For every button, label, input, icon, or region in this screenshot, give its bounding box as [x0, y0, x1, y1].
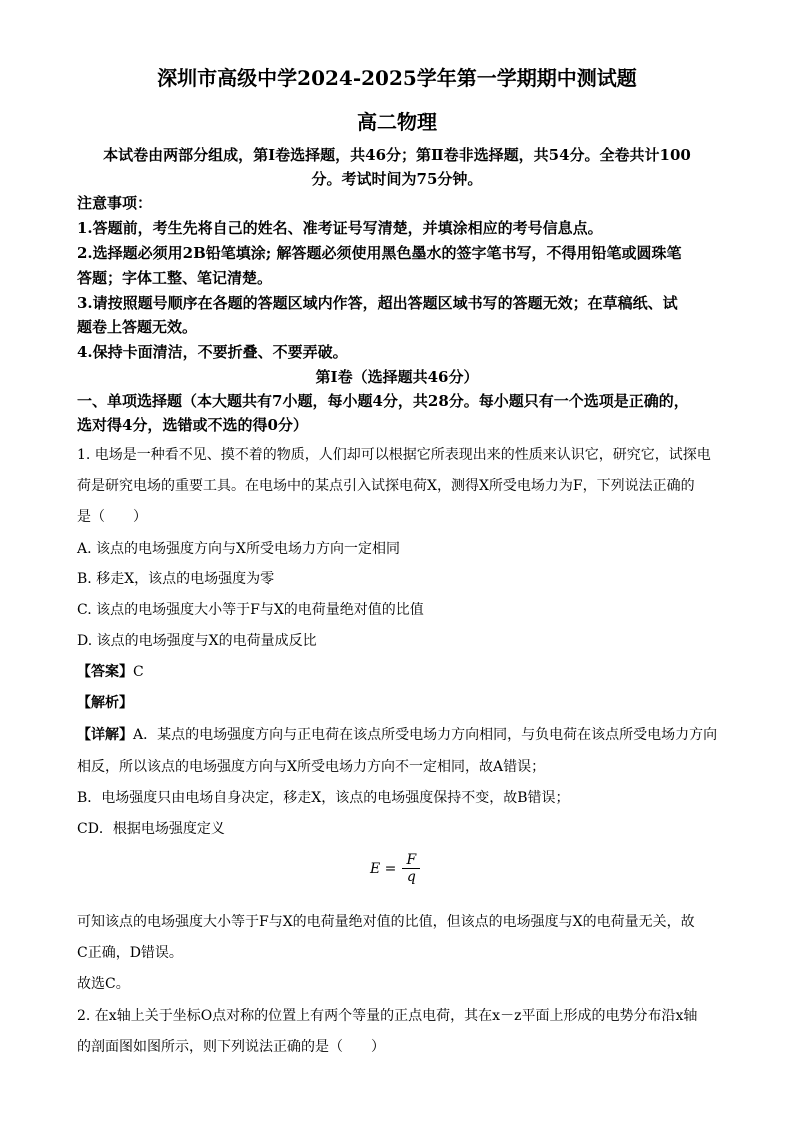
q2-stem-line-2: 的剖面图如图所示，则下列说法正确的是（ ）	[77, 1039, 385, 1055]
exam-subtitle: 高二物理	[357, 110, 437, 134]
answer-value: C	[133, 664, 144, 680]
notes-heading: 注意事项：	[77, 194, 153, 212]
q1-detail-line-1	[77, 724, 717, 744]
q1-detail-line-4: CD．根据电场强度定义	[77, 821, 225, 837]
intro-line-2: 分。考试时间为75分钟。	[311, 170, 483, 188]
q1-stem-line-2: 荷是研究电场的重要工具。在电场中的某点引入试探电荷X，测得X所受电场力为F，下列说法正确的	[77, 478, 695, 494]
answer-tag: 【答案】	[77, 664, 133, 680]
q1-detail-line-5: 可知该点的电场强度大小等于F与X的电荷量绝对值的比值，但该点的电场强度与X的电荷量无关，故	[77, 914, 695, 930]
detail-tag: 【详解】	[77, 727, 133, 743]
q1-stem-line-3: 是（ ）	[77, 509, 147, 525]
notes-item-3-cont: 题卷上答题无效。	[77, 318, 198, 336]
intro-line-1: 本试卷由两部分组成，第Ⅰ卷选择题，共46分；第Ⅱ卷非选择题，共54分。全卷共计100	[103, 146, 691, 164]
notes-item-1: 1.答题前，考生先将自己的姓名、准考证号写清楚，并填涂相应的考号信息点。	[77, 219, 603, 237]
q1-conclusion: 故选C。	[77, 976, 130, 992]
q2-stem-line-1: 2. 在x轴上关于坐标O点对称的位置上有两个等量的正点电荷，其在x－z平面上形成的电势分布沿x轴	[77, 1008, 698, 1024]
notes-item-2: 2.选择题必须用2B铅笔填涂; 解答题必须使用黑色墨水的签字笔书写，不得用铅笔或圆珠笔	[77, 244, 682, 262]
q1-stem-line-1: 1. 电场是一种看不见、摸不着的物质，人们却可以根据它所表现出来的性质来认识它，研究它，试探电	[77, 447, 711, 463]
field-strength-formula	[370, 852, 420, 885]
formula-fraction	[402, 852, 420, 885]
notes-item-2-cont: 答题；字体工整、笔记清楚。	[77, 269, 273, 287]
q1-option-b: B. 移走X，该点的电场强度为零	[77, 571, 275, 587]
notes-item-4: 4.保持卡面清洁，不要折叠、不要弄破。	[77, 343, 348, 361]
q1-option-d: D. 该点的电场强度与X的电荷量成反比	[77, 633, 317, 649]
detail-text: A．某点的电场强度方向与正电荷在该点所受电场力方向相同，与负电荷在该点所受电场力方向	[133, 727, 718, 743]
q1-detail-line-2: 相反，所以该点的电场强度方向与X所受电场力方向不一定相同，故A错误；	[77, 759, 546, 775]
q1-detail-line-3: B．电场强度只由电场自身决定，移走X，该点的电场强度保持不变，故B错误；	[77, 790, 570, 806]
q1-option-a: A. 该点的电场强度方向与X所受电场力方向一定相同	[77, 541, 400, 557]
q1-analysis-tag: 【解析】	[77, 695, 133, 711]
q1-answer	[77, 661, 144, 681]
q1-detail-line-6: C正确，D错误。	[77, 945, 183, 961]
exam-title: 深圳市高级中学2024-2025学年第一学期期中测试题	[157, 66, 637, 90]
section-title: 第Ⅰ卷（选择题共46分）	[315, 368, 479, 386]
notes-item-3: 3.请按照题号顺序在各题的答题区域内作答，超出答题区域书写的答题无效；在草稿纸、试	[77, 294, 678, 312]
section-instructions: 一、单项选择题（本大题共有7小题，每小题4分，共28分。每小题只有一个选项是正确的，	[77, 392, 689, 410]
q1-option-c: C. 该点的电场强度大小等于F与X的电荷量绝对值的比值	[77, 602, 424, 618]
formula-numerator: F	[406, 852, 417, 868]
section-instructions-cont: 选对得4分，选错或不选的得0分）	[77, 416, 308, 434]
formula-lhs: E =	[370, 860, 397, 877]
formula-denominator: q	[406, 869, 416, 885]
